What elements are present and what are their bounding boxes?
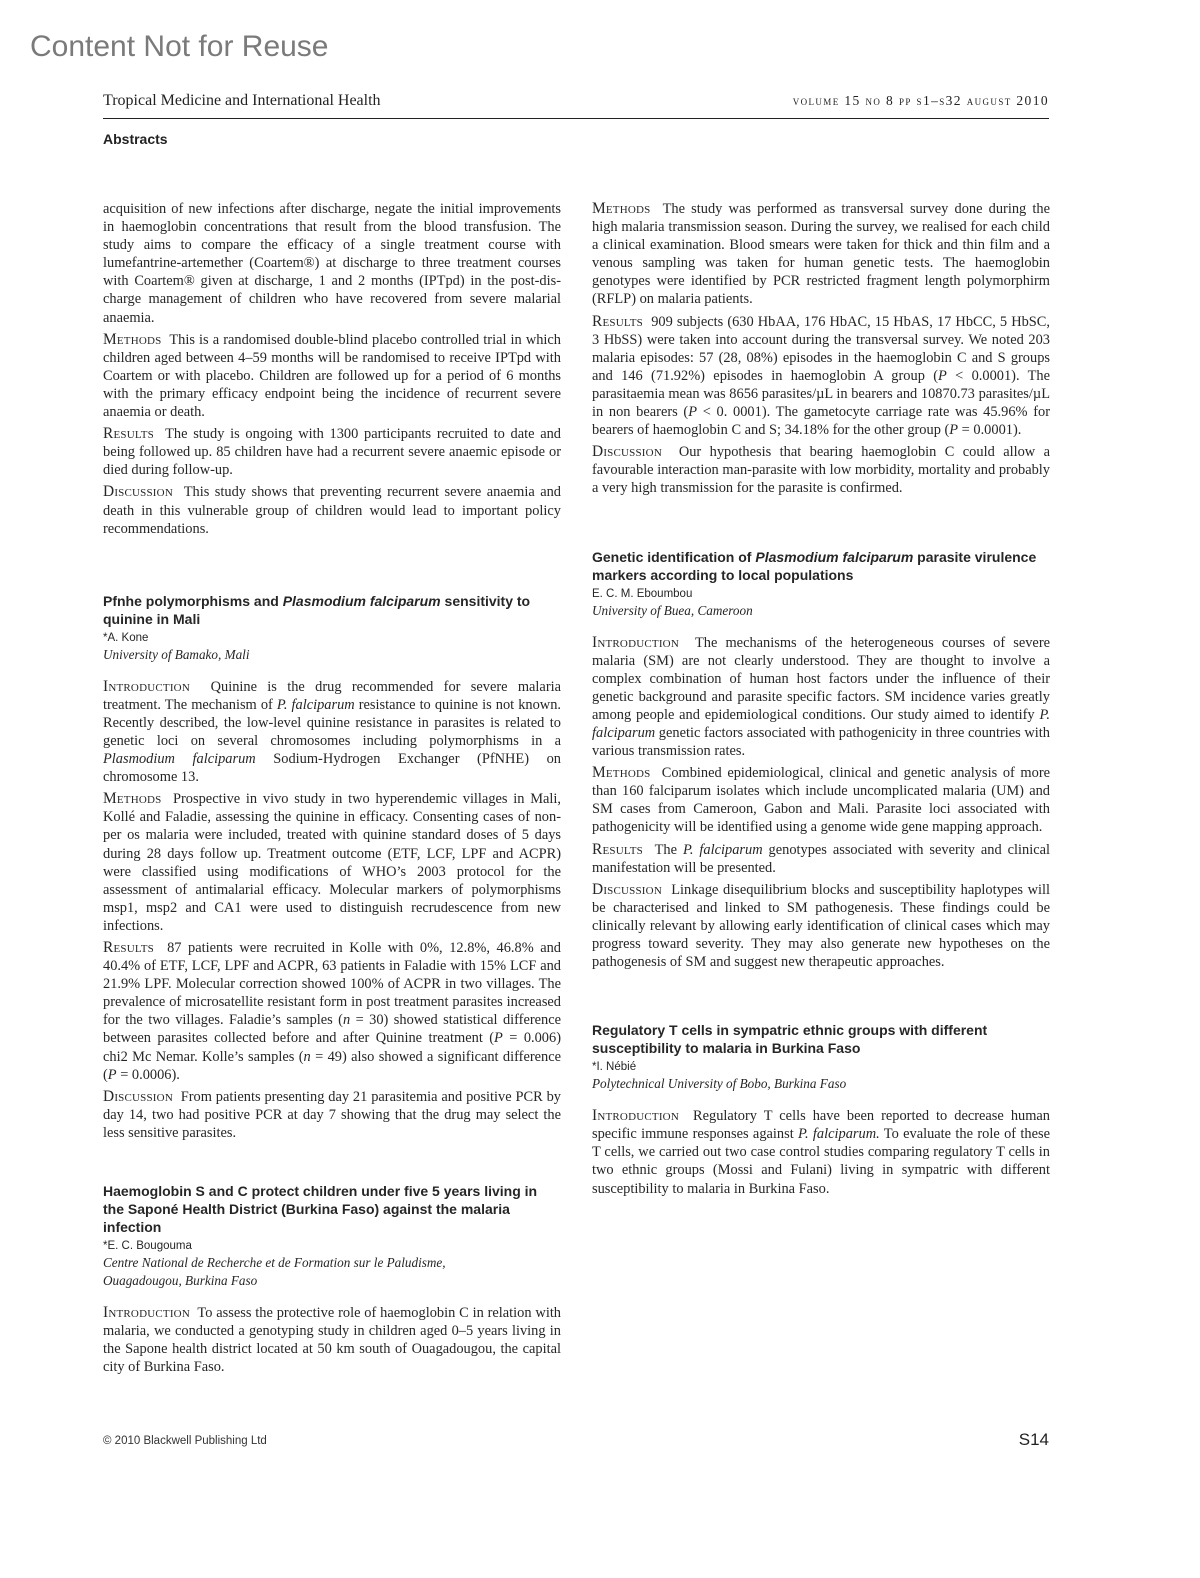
paragraph: Methods This is a randomised double-blind placebo controlled trial in which children aged between 4–59 months will be randomised to receive IPTpd with Coartem or with placebo. Children are followed up for a period of 6 months with the primary efficacy endpoint being the incidence of recurrent severe anaemia or death. xyxy=(103,330,561,421)
paragraph: Methods The study was performed as transversal survey done during the high malaria transmission season. During the survey, we realised for each child a clinical examination. Blood smears were taken for thick and thin film and a venous sampling was taken for human genetic tests. The haemoglobin genotypes were identified by PCR restricted fragment length polymorphirm (RFLP) on malaria patients. xyxy=(592,200,1050,308)
section-heading: Discussion xyxy=(103,1087,173,1105)
section-heading: Methods xyxy=(103,790,162,808)
section-heading: Introduction xyxy=(592,633,679,651)
volume-info: volume 15 no 8 pp s1–s32 august 2010 xyxy=(792,93,1049,108)
left-column xyxy=(103,200,561,1380)
paragraph: Introduction Regulatory T cells have been reported to decrease human specific immune responses against P. falciparum. To evaluate the role of these T cells, we carried out two case control studies comparing regulatory T cells in two ethnic groups (Mossi and Fulani) living in sympatric with different susceptibility to malaria in Burkina Faso. xyxy=(592,1107,1050,1197)
paragraph: Discussion Linkage disequilibrium blocks and susceptibility haplotypes will be characterised and linked to SM pathogenesis. These findings could be clinically relevant by allowing early identification of clinical cases which may progress toward severity. They may also generate new hypotheses on the pathogenesis of SM and suggest new therapeutic approaches. xyxy=(592,880,1050,971)
paragraph: Introduction To assess the protective role of haemoglobin C in relation with malaria, we conducted a genotyping study in children aged 0–5 years living in the Sapone health district located at 50 km south of Ouagadougou, the capital city of Burkina Faso. xyxy=(103,1304,562,1376)
copyright-notice: © 2010 Blackwell Publishing Ltd xyxy=(103,1435,267,1447)
affiliation: Polytechnical University of Bobo, Burkina Faso xyxy=(592,1076,847,1092)
section-heading: Introduction xyxy=(103,1304,190,1322)
author: *I. Nébié xyxy=(592,1061,637,1074)
article-title: Genetic identification of Plasmodium falciparum parasite virulence markers according to local populations xyxy=(592,548,1037,583)
paragraph: Methods Prospective in vivo study in two hyperendemic villages in Mali, Kollé and Faladie, assessing the quinine in efficacy. Consenting cases of non-per os malaria were included, treated with quinine standard doses of 5 days during 28 days follow up. Treatment outcome (ETF, LCF, LPF and ACPR) were classified using modifications of WHO’s 2003 protocol for the assessment of antimalarial efficacy. Molecular markers of polymorphisms msp1, msp2 and CA1 were used to distinguish recrudescence from new infections. xyxy=(103,790,561,934)
section-heading: Discussion xyxy=(103,483,173,501)
section-heading: Results xyxy=(592,840,643,858)
abstract-haemoglobin xyxy=(103,1182,561,1376)
paragraph: Discussion Our hypothesis that bearing haemoglobin C could allow a favourable interaction man-parasite with low morbidity, mortality and probably a very high transmission for the parasite is confirmed. xyxy=(592,443,1050,497)
abstract-haemoglobin-continued xyxy=(592,200,1050,498)
paragraph: Results 909 subjects (630 HbAA, 176 HbAC, 15 HbAS, 17 HbCC, 5 HbSC, 3 HbSS) were taken into account during the transversal survey. We noted 203 malaria episodes: 57 (28, 08%) episodes in the haemoglobin C and S groups and 146 (71.92%) episodes in haemoglobin A group (P < 0.0001). The parasitaemia mean was 8656 parasites/µL in bearers and 10870.73 parasites/µL in non bearers (P < 0. 0001). The gametocyte carriage rate was 45.96% for bearers of haemoglobin C and S; 34.18% for the other group (P = 0.0001). xyxy=(592,312,1050,439)
article-title: Haemoglobin S and C protect children under five 5 years living in the Saponé Health District (Burkina Faso) against the malaria infection xyxy=(103,1183,538,1236)
article-title: Pfnhe polymorphisms and Plasmodium falciparum sensitivity to quinine in Mali xyxy=(103,592,531,627)
paragraph: Results The study is ongoing with 1300 participants recruited to date and being followed up. 85 children have had a recurrent severe anaemic episode or died during follow-up. xyxy=(103,425,562,479)
right-column xyxy=(592,200,1050,1202)
affiliation: University of Bamako, Mali xyxy=(103,646,250,662)
section-heading: Methods xyxy=(592,764,651,782)
paragraph: acquisition of new infections after discharge, negate the initial improvements in haemoglobin concentrations that result from the blood transfusion. The study aims to compare the efficacy of a single treatment course with lumefantrine-artemether (Coartem®) at discharge to three treatment courses with Coartem® given at discharge, 1 and 2 months (IPTpd) in the post-dis-charge management of children who have recovered from severe malarial anaemia. xyxy=(103,201,561,326)
paragraph: Results The P. falciparum genotypes associated with severity and clinical manifestation will be presented. xyxy=(592,840,1050,876)
abstract-regulatory-t-cells xyxy=(592,1021,1050,1197)
paragraph: Introduction The mechanisms of the heterogeneous courses of severe malaria (SM) are not clearly understood. They are thought to involve a complex combination of human host factors under the influence of their genetic background and parasite specific factors. SM incidence varies greatly among people and epidemiological conditions. Our study aimed to identify P. falciparum genetic factors associated with pathogenicity in three countries with various transmission rates. xyxy=(592,633,1050,760)
paragraph: Methods Combined epidemiological, clinical and genetic analysis of more than 160 falciparum isolates which include uncomplicated malaria (UM) and SM cases from Cameroon, Gabon and Mali. Parasite loci associated with pathogenicity will be identified using a genome wide gene mapping approach. xyxy=(592,764,1051,836)
running-head xyxy=(103,92,1049,119)
section-heading: Discussion xyxy=(592,880,662,898)
section-heading: Results xyxy=(103,425,154,443)
continued-abstract xyxy=(103,200,561,538)
section-heading: Methods xyxy=(592,200,651,217)
article-title: Regulatory T cells in sympatric ethnic groups with different susceptibility to malaria in Burkina Faso xyxy=(592,1022,988,1057)
page-number: S14 xyxy=(1018,1430,1049,1449)
paragraph: Introduction Quinine is the drug recommended for severe malaria treatment. The mechanism of P. falciparum resistance to quinine is not known. Recently described, the low-level quinine resistance in parasites is related to genetic loci on several chromosomes including polymorphisms in a Plasmodium falciparum Sodium-Hydrogen Exchanger (PfNHE) on chromosome 13. xyxy=(103,677,561,786)
author: E. C. M. Eboumbou xyxy=(592,587,693,600)
section-heading: Introduction xyxy=(103,677,190,695)
watermark: Content Not for Reuse xyxy=(30,30,329,63)
abstract-pfnhe xyxy=(103,592,561,1142)
section-heading: Results xyxy=(103,939,154,956)
section-heading: Introduction xyxy=(592,1107,679,1125)
author: *A. Kone xyxy=(103,631,149,644)
paragraph: Discussion From patients presenting day 21 parasitemia and positive PCR by day 14, two had positive PCR at day 7 showing that the drug may select the less sensitive parasites. xyxy=(103,1087,561,1141)
affiliation: Centre National de Recherche et de Formation sur le Paludisme, Ouagadougou, Burkina Faso xyxy=(103,1255,446,1289)
author: *E. C. Bougouma xyxy=(103,1240,192,1253)
paragraph: Discussion This study shows that preventing recurrent severe anaemia and death in this vulnerable group of children would lead to important policy recommendations. xyxy=(103,483,561,537)
section-heading: Discussion xyxy=(592,443,662,461)
paragraph: Results 87 patients were recruited in Kolle with 0%, 12.8%, 46.8% and 40.4% of ETF, LCF, LPF and ACPR, 63 patients in Faladie with 15% LCF and 21.9% LPF. Molecular correction showed 100% of ACPR in two villages. The prevalence of microsatellite resistant form in post treatment parasites increased for the two villages. Faladie’s samples (n = 30) showed statistical difference between parasites collected before and after Quinine treatment (P = 0.006) chi2 Mc Nemar. Kolle’s samples (n = 49) also showed a significant difference (P = 0.0006). xyxy=(103,939,562,1083)
section-label: Abstracts xyxy=(103,131,168,147)
section-heading: Methods xyxy=(103,330,162,348)
affiliation: University of Buea, Cameroon xyxy=(592,602,753,618)
section-heading: Results xyxy=(592,312,643,330)
abstract-genetic-identification xyxy=(592,548,1050,972)
journal-title: Tropical Medicine and International Health xyxy=(103,92,381,109)
